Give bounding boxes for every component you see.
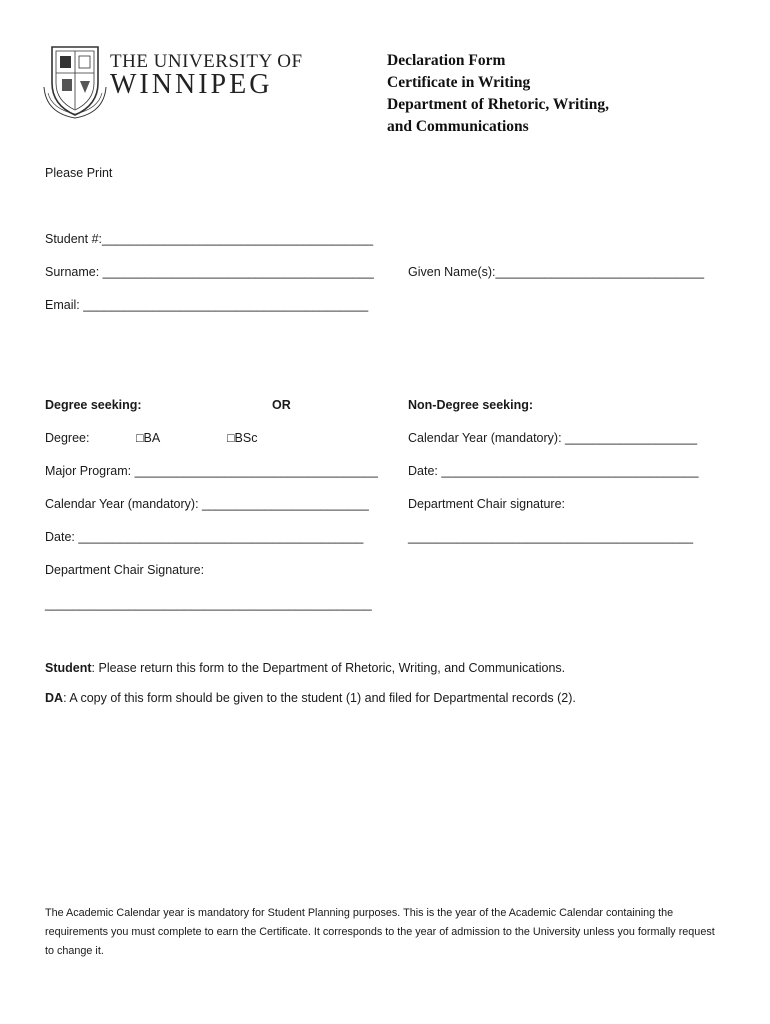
non-degree-calendar-year-field[interactable]: Calendar Year (mandatory): ___________________ — [408, 431, 698, 445]
da-instruction — [45, 690, 576, 706]
non-degree-seeking-heading: Non-Degree seeking: — [408, 398, 534, 412]
given-names-field[interactable]: Given Name(s):______________________________ — [408, 265, 705, 279]
student-number-field[interactable]: Student #:_______________________________________ — [45, 232, 374, 246]
degree-date-field[interactable]: Date: _________________________________________ — [45, 530, 364, 544]
degree-chair-signature-line[interactable]: _______________________________________________ — [45, 597, 372, 611]
bsc-checkbox[interactable]: □BSc — [227, 431, 258, 445]
form-title-line4: and Communications — [387, 118, 529, 135]
degree-label: Degree: — [45, 431, 90, 445]
email-field[interactable]: Email: _________________________________________ — [45, 298, 369, 312]
university-crest-icon — [42, 43, 108, 119]
degree-chair-signature-label: Department Chair Signature: — [45, 563, 205, 577]
degree-seeking-heading: Degree seeking: — [45, 398, 142, 412]
form-title-line3: Department of Rhetoric, Writing, — [387, 96, 609, 113]
major-program-field[interactable]: Major Program: ___________________________________ — [45, 464, 378, 478]
academic-calendar-note: The Academic Calendar year is mandatory for Student Planning purposes. This is the year of the Academic Calendar containing the requirements you must complete to earn the Certificate. It corresponds to the year of admission to the University unless you formally request to change it. — [45, 907, 715, 957]
or-label: OR — [272, 398, 291, 412]
degree-calendar-year-field[interactable]: Calendar Year (mandatory): ________________________ — [45, 497, 369, 511]
form-title-line2: Certificate in Writing — [387, 74, 531, 91]
student-instruction-text: : Please return this form to the Department of Rhetoric, Writing, and Communications. — [91, 661, 566, 675]
student-instruction — [45, 660, 565, 676]
non-degree-chair-signature-line[interactable]: _________________________________________ — [408, 530, 694, 544]
surname-field[interactable]: Surname: _______________________________________ — [45, 265, 374, 279]
da-instruction-text: : A copy of this form should be given to the student (1) and filed for Departmental records (2). — [63, 691, 576, 705]
form-title-line1: Declaration Form — [387, 52, 506, 69]
non-degree-date-field[interactable]: Date: _____________________________________ — [408, 464, 699, 478]
please-print-label: Please Print — [45, 166, 113, 180]
university-name-line1: THE UNIVERSITY OF — [110, 51, 303, 72]
university-name-line2: WINNIPEG — [110, 69, 273, 100]
da-instruction-label: DA — [45, 691, 64, 705]
non-degree-chair-signature-label: Department Chair signature: — [408, 497, 566, 511]
student-instruction-label: Student — [45, 661, 92, 675]
ba-checkbox[interactable]: □BA — [136, 431, 161, 445]
